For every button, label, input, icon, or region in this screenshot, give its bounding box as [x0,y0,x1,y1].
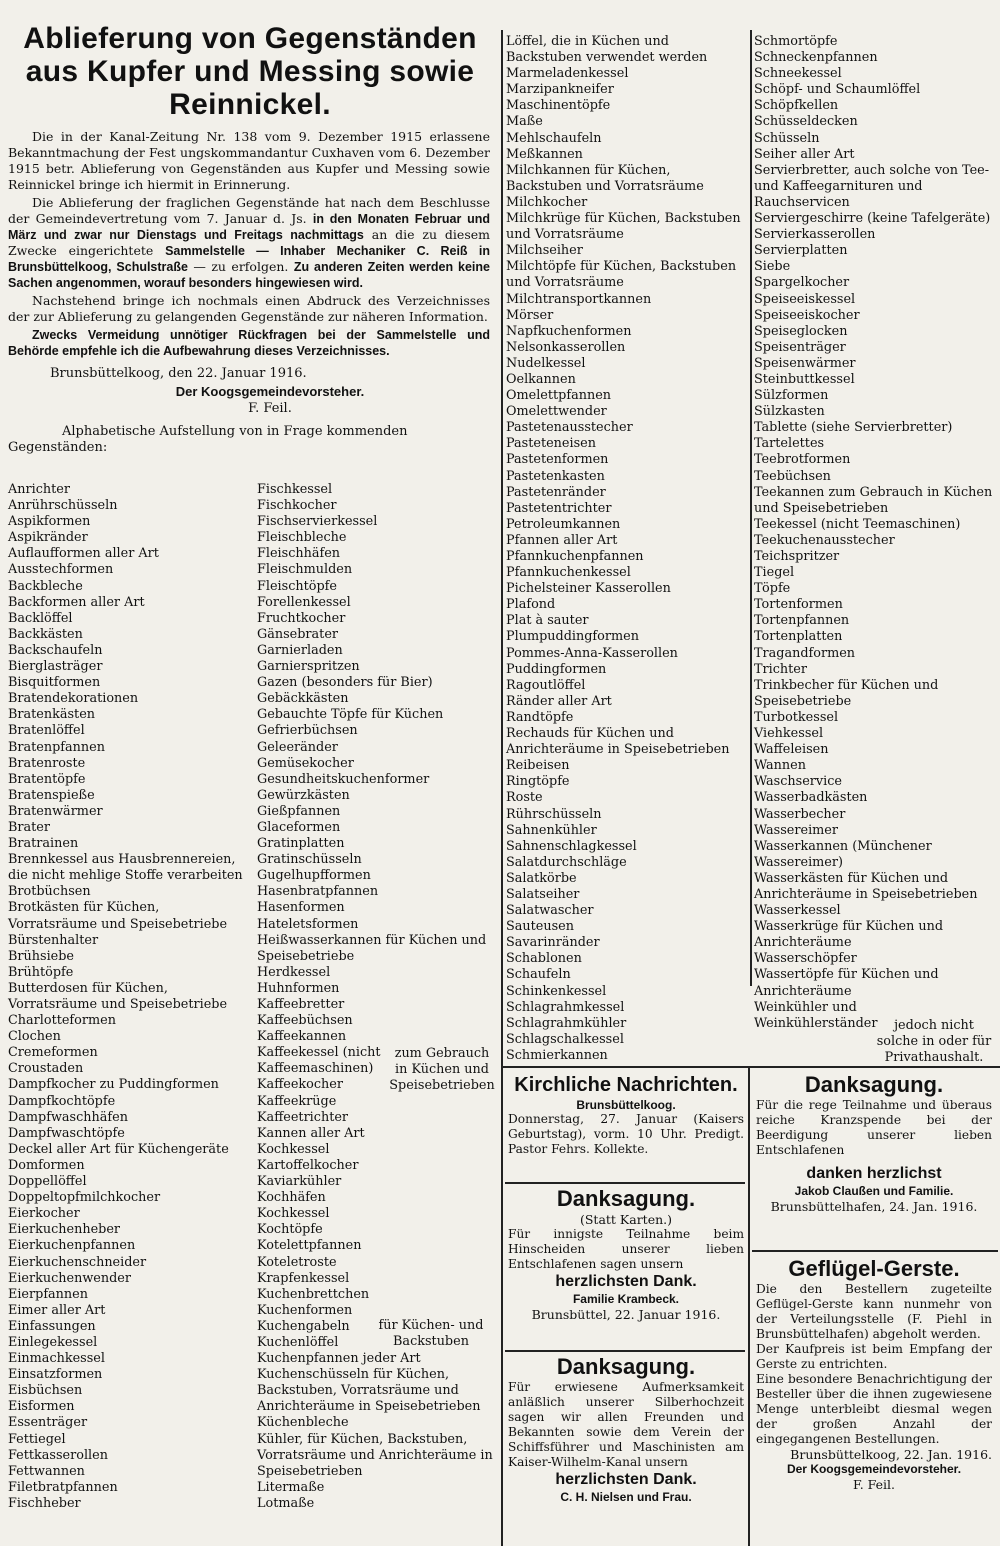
notice-paragraph-4 [8,327,490,359]
list-item: Pfannkuchenpfannen [506,549,644,564]
list-item: Reibeisen [506,758,570,774]
list-item: Anrührschüsseln [8,498,118,514]
list-item: Servierbretter, auch solche von Tee- und Kaffeegarnituren und Rauchservicen [754,162,990,210]
list-item: Garnierspritzen [257,659,360,675]
list-item: Kochhäfen [257,1190,326,1206]
list-item: Schneckenpfannen [754,50,878,66]
list-item: Doppellöffel [8,1174,87,1190]
p2-part-f: Zu anderen Zeiten werden keine Sachen angenommen, worauf besonders hingewiesen wird. [8,260,490,290]
list-item: Milchtransportkannen [506,291,652,307]
item-list-b [257,482,493,1512]
list-item: Huhnformen [257,980,340,996]
gerste-sig-name: F. Feil. [852,1477,896,1492]
list-item: Kartoffelkocher [257,1157,359,1173]
list-item: Hasenbratpfannen [257,884,379,900]
list-item: Tartelettes [754,436,825,452]
list-item: Salatwascher [506,903,594,919]
item-list-c [506,34,746,1064]
list-item: Kaffeekocher [257,1077,343,1093]
list-item: Wassertöpfe für Küchen und Anrichteräume [754,967,939,999]
p4-bold: Zwecks Vermeidung unnötiger Rückfragen bei der Sammelstelle und Behörde empfehle ich die Aufbewahrung dieses Verzeichnisses. [8,328,490,358]
list-item: Bratenspieße [8,787,95,803]
list-item: Petroleumkannen [506,516,621,532]
list-item: Eierkuchenheber [8,1222,121,1238]
list-item: Sülzkasten [754,404,825,420]
dank2-signature: C. H. Nielsen und Frau. [560,1490,692,1504]
list-item: Roste [506,790,543,806]
list-item: Schneekessel [754,66,842,82]
list-item: Tiegel [754,565,795,581]
list-item: Randtöpfe [506,709,574,725]
p2-part-b: in den Monaten Februar und März und zwar nur Dienstags und Freitags nachmittags [8,212,490,242]
dank1-title: Danksagung. [556,1186,696,1211]
list-item: Bratendekorationen [8,691,139,707]
list-item: Steinbuttkessel [754,371,855,387]
list-item: Schablonen [506,951,582,967]
list-item: Schaufeln [506,967,571,983]
list-item: Pfannkuchenkessel [506,565,631,581]
list-item: Milchkocher [506,194,588,210]
list-item: Puddingformen [506,661,607,677]
list-item: Teekuchenausstecher [754,532,895,548]
dank1-signature: Familie Krambeck. [572,1292,680,1306]
list-item: Weinkühlerständer [754,1015,878,1031]
list-item: Brotbüchsen [8,884,91,900]
list-item: Mehlschaufeln [506,130,602,146]
list-item: Gratinplatten [257,836,345,852]
list-item: Brotkästen für Küchen, Vorratsräume und Speisebetriebe [8,900,228,932]
list-item: Sauteusen [506,919,574,935]
list-item: Gugelhupfformen [257,868,371,884]
list-item: Speiseglocken [754,323,848,339]
list-item: Aspikränder [8,530,88,546]
list-item: Speiseeiskessel [754,291,856,307]
list-item: Eimer aller Art [8,1302,106,1318]
list-item: Pastetenränder [506,484,606,500]
list-item: Turbotkessel [754,709,839,725]
list-item: Fischheber [8,1495,81,1511]
list-item: Bierglasträger [8,659,103,675]
list-item: Plafond [506,597,556,613]
list-intro: Alphabetische Aufstellung von in Frage kommenden Gegenständen: [8,424,408,455]
list-item: Fischkessel [257,482,333,497]
list-item: Kuchenformen [257,1302,353,1318]
list-item: Kaffeekannen [257,1029,347,1045]
list-item: Plumpuddingformen [506,629,639,645]
notice-paragraph-2 [8,195,490,291]
list-item: Bürstenhalter [8,932,99,948]
list-item: Spargelkocher [754,275,850,291]
list-item: Wasserbecher [754,806,846,822]
notice-paragraph-1: Die in der Kanal-Zeitung Nr. 138 vom 9. Dezember 1915 erlassene Bekanntmachung der Fest ungskommandantur Cuxhaven vom 6. Dezember 1915 betr. Ablieferung von Gegenständen aus Kupfer und Messing sowie Reinnickel bringe ich hiermit in Erinnerung. [8,129,490,192]
list-item: Charlotteformen [8,1013,116,1029]
rule-k [505,1182,745,1184]
item-list-a [8,482,248,1512]
list-item: Gießpfannen [257,803,341,819]
list-item: Koteletroste [257,1254,337,1270]
list-item: Bisquitformen [8,675,101,691]
list-item: Wasserschöpfer [754,951,857,967]
list-item: Pfannen aller Art [506,532,618,548]
list-item: Wasserkästen für Küchen und Anrichteräume in Speisebetrieben [754,870,978,902]
list-item: Tablette (siehe Servierbretter) [754,420,953,436]
list-item: Pasteteneisen [506,436,596,452]
list-item: Kaffeebüchsen [257,1013,353,1029]
list-item: Gebäckkästen [257,691,349,707]
list-item: Serviergeschirre (keine Tafelgeräte) [754,211,991,227]
kirchliche-title: Kirchliche Nachrichten. [514,1074,738,1096]
list-item: Einlegekessel [8,1334,98,1350]
list-item: Einmachkessel [8,1351,105,1367]
gerste-text-3: Eine besondere Benachrichtigung der Besteller über die ihnen zugewiesene Menge unterbleibt diesmal wegen der großen Anzahl der eingegangenen Bestellungen. [756,1372,992,1446]
list-item: Rechauds für Küchen und Anrichteräume in Speisebetrieben [506,726,730,758]
gerste-title: Geflügel-Gerste. [788,1256,960,1281]
list-item: Schinkenkessel [506,983,607,999]
list-item: Kochtöpfe [257,1222,323,1238]
list-item: Eierkuchenpfannen [8,1238,136,1254]
list-item: Fleischtöpfe [257,578,337,594]
list-item: Schmortöpfe [754,34,838,49]
list-item: Milchkrüge für Küchen, Backstuben und Vorratsräume [506,211,741,243]
list-item: Herdkessel [257,964,331,980]
list-item: Kannen aller Art [257,1125,365,1141]
list-item: Filetbratpfannen [8,1479,118,1495]
list-item: Schlagschalkessel [506,1031,624,1047]
list-item: Trichter [754,661,807,677]
list-item: Marmeladenkessel [506,66,629,82]
list-item: Teichspritzer [754,549,840,564]
list-item: Tortenformen [754,597,843,613]
list-item: Backlöffel [8,610,73,626]
p2-part-c: an die zu diesem Zwecke eingerichtete [8,227,490,258]
list-item: Backbleche [8,578,83,594]
item-list-d [754,34,994,1032]
p2-part-e: — zu erfolgen. [193,259,289,274]
list-item: Ragoutlöffel [506,677,586,693]
list-item: Backschaufeln [8,642,103,658]
list-item: Bratenpfannen [8,739,105,755]
list-item: Backkästen [8,626,83,642]
list-item: Schüsseln [754,130,820,146]
list-item: Hasenformen [257,900,345,916]
notice-signature-name: F. Feil. [248,401,292,416]
list-item: Wassereimer [754,822,838,838]
list-item: Teebrotformen [754,452,851,468]
list-item: Schöpfkellen [754,98,839,114]
list-item: Kuchenpfannen jeder Art [257,1351,421,1367]
list-item: Dampfkocher zu Puddingformen [8,1077,219,1093]
list-item: Waffeleisen [754,742,829,758]
list-item: Kaffeetrichter [257,1109,349,1125]
gerste-text-1: Die den Bestellern zugeteilte Geflügel-Gerste kann nunmehr von der Verteilungsstelle (F. Piehl in Brunsbüttelhafen) abgeholt werden. [756,1282,992,1341]
gerste-text-2: Der Kaufpreis ist beim Empfang der Gerste zu entrichten. [756,1342,992,1371]
list-item: Küchenbleche [257,1415,349,1431]
list-item: Glaceformen [257,819,341,835]
list-item: Brater [8,819,50,835]
list-item: Hateletsformen [257,916,359,932]
list-item: Litermaße [257,1479,325,1495]
list-item: Kühler, für Küchen, Backstuben, Vorratsräume und Anrichteräume in Speisebetrieben [257,1431,493,1479]
list-item: Deckel aller Art für Küchengeräte [8,1141,229,1157]
dank1-place: Brunsbüttel, 22. Januar 1916. [531,1307,721,1322]
list-item: Milchseiher [506,243,583,259]
list-item: Essenträger [8,1415,88,1431]
list-item: Sülzformen [754,388,829,404]
list-item: Omelettwender [506,404,607,420]
list-item: Brühtöpfe [8,964,74,980]
list-item: Brühsiebe [8,948,75,964]
list-item: Löffel, die in Küchen und Backstuben verwendet werden [506,34,708,66]
kirchliche-text: Donnerstag, 27. Januar (Kaisers Geburtstag), vorm. 10 Uhr. Predigt. Pastor Fehrs. Kollekte. [508,1112,744,1156]
list-item: Kochkessel [257,1141,330,1157]
ads-top-rule [503,1066,1000,1068]
list-item: Savarinränder [506,935,600,951]
list-item: Fischservierkessel [257,514,378,530]
list-item: Kuchenschüsseln für Küchen, Backstuben, Vorratsräume und Anrichteräume in Speisebetrieben [257,1367,481,1415]
list-item: Pichelsteiner Kasserollen [506,581,671,597]
list-item: Seiher aller Art [754,146,855,162]
list-item: Cremeformen [8,1045,98,1061]
list-item: Ringtöpfe [506,774,570,790]
list-item: Milchkannen für Küchen, Backstuben und Vorratsräume [506,162,704,194]
kirchliche-block [508,1072,744,1157]
list-item: Pastetenkasten [506,468,605,484]
list-item: Gebauchte Töpfe für Küchen [257,707,444,723]
kirchliche-place: Brunsbüttelkoog. [576,1098,676,1112]
dank1-bold: herzlichsten Dank. [555,1273,697,1290]
list-item: Dampfkochtöpfe [8,1093,116,1109]
dank2-text: Für erwiesene Aufmerksamkeit anläßlich unserer Silberhochzeit sagen wir allen Freunden und Bekannten sowie dem Verein der Schiffsführer und Maschinisten am Kaiser-Wilhelm-Kanal unsern [508,1380,744,1469]
list-item: Speisenträger [754,339,846,355]
list-item: Krapfenkessel [257,1270,350,1286]
list-item: Backformen aller Art [8,594,145,610]
list-item: Garnierladen [257,642,343,658]
list-item: Rührschüsseln [506,806,602,822]
list-item: Kaffeebretter [257,997,345,1012]
list-item: Speiseeiskocher [754,307,860,323]
list-item: Bratenlöffel [8,723,85,739]
list-item: Töpfe [754,581,791,597]
list-item: Nudelkessel [506,355,586,371]
gerste-sig-title: Der Koogsgemeindevorsteher. [786,1462,962,1476]
brace-note-d: jedoch nicht solche in oder für Privathaushalt. [876,1018,992,1065]
list-item: Salatkörbe [506,870,577,886]
list-item: Gänsebrater [257,626,339,642]
list-item: Fettwannen [8,1463,85,1479]
list-item: Tortenplatten [754,629,843,645]
list-item: Gewürzkästen [257,787,350,803]
list-item: Tragandformen [754,645,856,661]
danksagung-1 [508,1186,744,1322]
list-item: Plat à sauter [506,613,589,629]
list-item: Geleeränder [257,739,338,755]
list-item: Anrichter [8,482,70,497]
list-item: Domformen [8,1157,85,1173]
list-item: Teebüchsen [754,468,831,484]
list-item: Bratenwärmer [8,803,103,819]
dank2-bold: herzlichsten Dank. [555,1471,697,1488]
danksagung-3 [756,1072,992,1214]
list-item: Dampfwaschtöpfe [8,1125,125,1141]
list-item: Wannen [754,758,806,774]
list-item: Eierpfannen [8,1286,88,1302]
list-item: Maschinentöpfe [506,98,611,114]
brace-note-b2: für Küchen- und Backstuben [378,1318,484,1349]
column-rule-1 [501,30,503,1546]
column-rule-2 [750,30,752,986]
list-item: Wasserkrüge für Küchen und Anrichteräume [754,919,944,951]
list-item: Trinkbecher für Küchen und Speisebetriebe [754,677,939,709]
list-item: Doppeltopfmilchkocher [8,1190,161,1206]
dank2-title: Danksagung. [556,1354,696,1379]
list-item: Eierkuchenwender [8,1270,131,1286]
list-item: Brennkessel aus Hausbrennereien, [8,852,236,868]
list-item: Eisformen [8,1399,75,1415]
list-item: Kuchenbrettchen [257,1286,370,1302]
list-item: Meßkannen [506,146,583,162]
list-item: Bratrainen [8,836,79,852]
list-item: Omelettpfannen [506,388,612,404]
ads-column-rule [748,1068,750,1546]
list-item: Ausstechformen [8,562,114,578]
list-item: Kuchengabeln [257,1318,350,1334]
list-item: Auflaufformen aller Art [8,546,159,562]
list-item: Kaviarkühler [257,1174,342,1190]
rule-d3 [752,1250,998,1252]
list-item: Gazen (besonders für Bier) [257,675,433,691]
list-item: Ränder aller Art [506,693,612,709]
list-item: Aspikformen [8,514,91,530]
list-item: Kaffeekrüge [257,1093,337,1109]
list-item: Gratinschüsseln [257,852,362,868]
list-item: Speisenwärmer [754,355,856,371]
list-item: Butterdosen für Küchen, Vorratsräume und Speisebetriebe [8,980,228,1012]
dank1-text: Für innigste Teilnahme beim Hinscheiden unserer lieben Entschlafenen sagen unsern [508,1227,744,1271]
p2-part-a: Die Ablieferung der fraglichen Gegenstände hat nach dem Beschlusse der Gemeindevertretung vom 7. Januar d. Js. [8,195,490,226]
list-item: Marzipankneifer [506,82,614,98]
list-item: Siebe [754,259,791,275]
list-item: Gemüsekocher [257,755,354,771]
list-item: Weinkühler und [754,999,857,1015]
list-item: Salatdurchschläge [506,854,627,870]
list-item: Bratenkästen [8,707,96,723]
dank1-sub: (Statt Karten.) [579,1212,673,1227]
list-item: Eierkuchenschneider [8,1254,147,1270]
dank3-bold: danken herzlichst [806,1165,942,1182]
list-item: Teekannen zum Gebrauch in Küchen und Speisebetrieben [754,484,993,516]
list-item: Schlagrahmkühler [506,1015,627,1031]
brace-note-b1: zum Gebrauch in Küchen und Speisebetrieben [389,1046,495,1093]
list-item: Napfkuchenformen [506,323,632,339]
list-item: Sahnenkühler [506,822,597,838]
list-item: Sahnenschlagkessel [506,838,637,854]
notice-headline: Ablieferung von Gegenständen aus Kupfer und Messing sowie Reinnickel. [23,22,477,121]
gerste-place: Brunsbüttelkoog, 22. Jan. 1916. [790,1447,992,1462]
list-item: Fettkasserollen [8,1447,108,1463]
list-item: Schmierkannen [506,1047,608,1063]
list-item: Kochkessel [257,1206,330,1222]
list-item: Fettiegel [8,1431,66,1447]
list-item: Gefrierbüchsen [257,723,358,739]
notice-dateline: Brunsbüttelkoog, den 22. Januar 1916. [50,366,307,381]
list-item: Pastetentrichter [506,500,612,516]
list-item: Fleischbleche [257,530,347,546]
list-item: Wasserkessel [754,903,841,919]
list-item: Bratentöpfe [8,771,86,787]
list-item: Schlagrahmkessel [506,999,625,1015]
list-item: Oelkannen [506,371,576,387]
list-item: Nelsonkasserollen [506,339,626,355]
list-item: Lotmaße [257,1495,315,1511]
list-item: Fruchtkocher [257,610,346,626]
list-item: Eierkocher [8,1206,80,1222]
list-item: Tortenpfannen [754,613,850,629]
list-item: Viehkessel [754,726,824,742]
list-item: Servierkasserollen [754,227,876,243]
list-item: Dampfwaschhäfen [8,1109,128,1125]
list-item: Einfassungen [8,1318,96,1334]
dank3-signature: Jakob Claußen und Familie. [794,1184,954,1198]
list-item: Clochen [8,1029,61,1045]
list-item: Kaffeekessel (nicht Kaffeemaschinen) [257,1045,381,1077]
list-item: Pastetenformen [506,452,609,468]
list-item: Servierplatten [754,243,848,259]
list-item: Kuchenlöffel [257,1334,339,1350]
list-item: Croustaden [8,1061,84,1077]
rule-d1 [505,1350,745,1352]
list-item: Waschservice [754,774,842,790]
list-item: Forellenkessel [257,594,351,610]
list-item: Fleischmulden [257,562,353,578]
list-item: Fleischhäfen [257,546,341,562]
list-item: Schüsseldecken [754,114,858,130]
list-item: Wasserkannen (Münchener Wassereimer) [754,838,932,870]
list-item: Bratenroste [8,755,86,771]
list-item: Mörser [506,307,554,323]
list-item: Pommes-Anna-Kasserollen [506,645,678,661]
list-item: Salatseiher [506,886,580,902]
list-item: Maße [506,114,543,130]
notice-paragraph-3: Nachstehend bringe ich nochmals einen Abdruck des Verzeichnisses der zur Ablieferung zu gelangenden Gegenstände zur näheren Information. [8,293,490,324]
notice-signature-title: Der Koogsgemeindevorsteher. [175,384,365,399]
dank3-text: Für die rege Teilnahme und überaus reiche Kranzspende bei der Beerdigung unserer lieben Entschlafenen [756,1098,992,1157]
list-item: Kotelettpfannen [257,1238,362,1254]
list-item: Einsatzformen [8,1367,103,1383]
danksagung-2 [508,1354,744,1505]
list-item: Fischkocher [257,498,337,514]
list-item: Milchtöpfe für Küchen, Backstuben und Vorratsräume [506,259,737,291]
list-item: Schöpf- und Schaumlöffel [754,82,921,98]
list-item: die nicht mehlige Stoffe verarbeiten [8,868,243,884]
list-item: Gesundheitskuchenformer [257,771,430,787]
p2-part-d: Sammelstelle — Inhaber Mechaniker C. Reiß in Brunsbüttelkoog, Schulstraße [8,244,490,274]
list-item: Teekessel (nicht Teemaschinen) [754,516,961,532]
list-item: Heißwasserkannen für Küchen und Speisebetriebe [257,932,487,964]
list-item: Pastetenausstecher [506,420,633,436]
gefluegel-gerste [756,1256,992,1492]
dank3-title: Danksagung. [804,1072,944,1097]
dank3-place: Brunsbüttelhafen, 24. Jan. 1916. [770,1199,978,1214]
list-item: Eisbüchsen [8,1383,83,1399]
list-item: Wasserbadkästen [754,790,868,806]
